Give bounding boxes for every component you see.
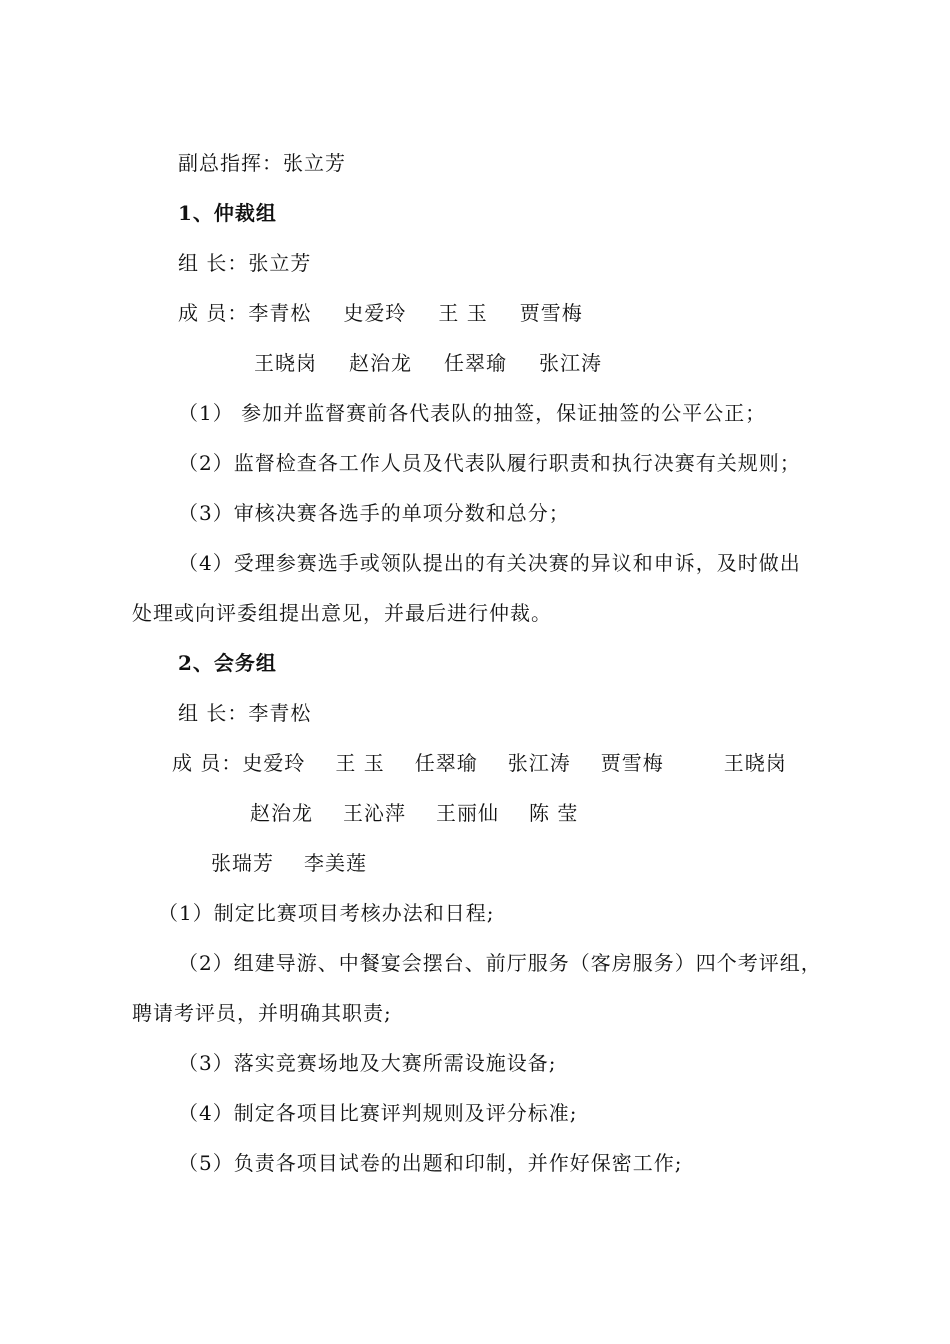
affairs-members-label: 成 员：: [172, 751, 243, 775]
affairs-member: 张瑞芳: [211, 851, 274, 875]
arbitration-member: 赵治龙: [349, 351, 412, 375]
arbitration-duty-4: （4）受理参赛选手或领队提出的有关决赛的异议和申诉，及时做出: [178, 551, 801, 575]
affairs-duty-5: （5）负责各项目试卷的出题和印制，并作好保密工作;: [178, 1151, 683, 1175]
arbitration-heading: 1、仲裁组: [178, 201, 277, 225]
affairs-duty-2-continued: 聘请考评员，并明确其职责;: [132, 1001, 392, 1025]
arbitration-leader-name: 张立芳: [248, 251, 312, 275]
affairs-member: 赵治龙: [250, 801, 313, 825]
affairs-member: 王 玉: [335, 751, 385, 775]
affairs-member: 陈 莹: [529, 801, 579, 825]
affairs-member: 贾雪梅: [600, 751, 664, 775]
arbitration-member: 史爱玲: [343, 301, 407, 325]
affairs-members-line-2: [250, 799, 578, 827]
arbitration-member: 王 玉: [438, 301, 488, 325]
deputy-commander-name: 张立芳: [283, 151, 346, 175]
affairs-members-line-1: [172, 749, 787, 777]
arbitration-leader-line: [178, 249, 311, 277]
arbitration-duty-2: （2）监督检查各工作人员及代表队履行职责和执行决赛有关规则；: [178, 451, 801, 475]
affairs-member: 任翠瑜: [414, 751, 478, 775]
arbitration-members-label: 成 员：: [178, 301, 249, 325]
arbitration-member: 王晓岗: [254, 351, 317, 375]
affairs-heading: 2、会务组: [178, 651, 277, 675]
arbitration-leader-label: 组 长：: [178, 251, 249, 275]
affairs-duty-4: （4）制定各项目比赛评判规则及评分标准;: [178, 1101, 578, 1125]
arbitration-member: 任翠瑜: [444, 351, 507, 375]
affairs-member: 王晓岗: [723, 751, 787, 775]
affairs-member: 王丽仙: [436, 801, 499, 825]
affairs-leader-name: 李青松: [248, 701, 312, 725]
affairs-duty-1: （1）制定比赛项目考核办法和日程;: [158, 901, 495, 925]
affairs-member: 史爱玲: [242, 751, 306, 775]
arbitration-duty-1: （1） 参加并监督赛前各代表队的抽签，保证抽签的公平公正；: [178, 401, 767, 425]
affairs-leader-line: [178, 699, 311, 727]
deputy-commander-label: 副总指挥：: [178, 151, 283, 175]
deputy-commander-line: [178, 149, 346, 177]
affairs-duty-3: （3）落实竞赛场地及大赛所需设施设备;: [178, 1051, 557, 1075]
arbitration-member: 贾雪梅: [519, 301, 583, 325]
affairs-member: 李美莲: [304, 851, 367, 875]
arbitration-duty-3: （3）审核决赛各选手的单项分数和总分；: [178, 501, 570, 525]
arbitration-member: 李青松: [248, 301, 312, 325]
affairs-member: 王沁萍: [343, 801, 406, 825]
affairs-leader-label: 组 长：: [178, 701, 249, 725]
affairs-member: 张江涛: [507, 751, 571, 775]
arbitration-members-line-1: [178, 299, 583, 327]
affairs-duty-2: （2）组建导游、中餐宴会摆台、前厅服务（客房服务）四个考评组，: [178, 951, 822, 975]
arbitration-members-line-2: [254, 349, 602, 377]
arbitration-member: 张江涛: [539, 351, 602, 375]
affairs-members-line-3: [211, 849, 367, 877]
arbitration-duty-4-continued: 处理或向评委组提出意见，并最后进行仲裁。: [132, 601, 552, 625]
